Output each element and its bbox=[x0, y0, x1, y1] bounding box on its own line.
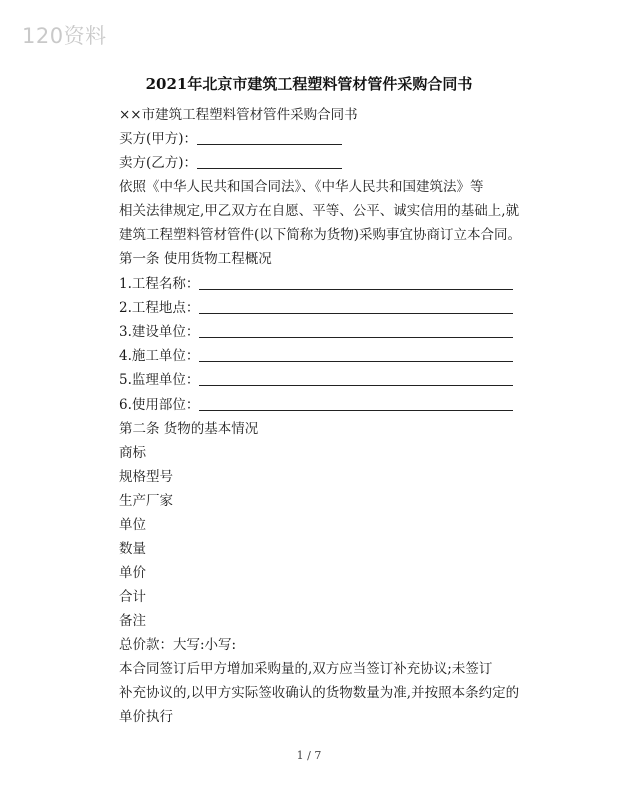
closing-line-2: 补充协议的,以甲方实际签收确认的货物数量为准,并按照本条约定的 bbox=[119, 685, 520, 701]
field-label: 1.工程名称： bbox=[119, 276, 200, 292]
watermark-logo: 120资料 bbox=[22, 24, 107, 48]
goods-item: 备注 bbox=[119, 613, 146, 629]
closing-line-1: 本合同签订后甲方增加采购量的,双方应当签订补充协议;未签订 bbox=[119, 661, 493, 677]
field-blank bbox=[199, 324, 513, 338]
field-builder-unit bbox=[119, 347, 513, 365]
goods-item: 数量 bbox=[119, 541, 146, 557]
field-label: 4.施工单位： bbox=[119, 348, 200, 364]
goods-item: 合计 bbox=[119, 589, 146, 605]
field-label: 3.建设单位： bbox=[119, 324, 200, 340]
field-blank bbox=[199, 372, 513, 386]
article2-heading: 第二条 货物的基本情况 bbox=[119, 421, 259, 437]
preamble-line-2: 相关法律规定,甲乙双方在自愿、平等、公平、诚实信用的基础上,就 bbox=[119, 203, 520, 219]
goods-item: 商标 bbox=[119, 445, 146, 461]
field-supervision-unit bbox=[119, 371, 513, 389]
field-project-location bbox=[119, 299, 513, 317]
goods-item: 生产厂家 bbox=[119, 493, 173, 509]
seller-blank bbox=[197, 155, 342, 169]
article1-heading: 第一条 使用货物工程概况 bbox=[119, 251, 272, 267]
buyer-blank bbox=[197, 131, 342, 145]
total-price: 总价款：大写:小写: bbox=[119, 637, 237, 653]
field-blank bbox=[199, 348, 513, 362]
field-project-name bbox=[119, 275, 513, 293]
closing-line-3: 单价执行 bbox=[119, 709, 173, 725]
field-blank bbox=[199, 300, 513, 314]
field-label: 2.工程地点： bbox=[119, 300, 200, 316]
field-label: 6.使用部位： bbox=[119, 397, 200, 413]
goods-item: 规格型号 bbox=[119, 469, 173, 485]
field-blank bbox=[199, 397, 513, 411]
buyer-label: 买方(甲方)： bbox=[119, 131, 198, 147]
field-construction-unit bbox=[119, 323, 513, 341]
goods-item: 单位 bbox=[119, 517, 146, 533]
page-number: 1 / 7 bbox=[296, 749, 322, 762]
preamble-line-3: 建筑工程塑料管材管件(以下简称为货物)采购事宜协商订立本合同。 bbox=[119, 227, 522, 243]
document-title: 2021年北京市建筑工程塑料管材管件采购合同书 bbox=[145, 75, 473, 93]
field-blank bbox=[199, 276, 513, 290]
field-label: 5.监理单位： bbox=[119, 372, 200, 388]
buyer-line bbox=[119, 130, 342, 148]
seller-line bbox=[119, 154, 342, 172]
goods-item: 单价 bbox=[119, 565, 146, 581]
contract-subtitle: ××市建筑工程塑料管材管件采购合同书 bbox=[119, 107, 358, 123]
preamble-line-1: 依照《中华人民共和国合同法》、《中华人民共和国建筑法》等 bbox=[119, 179, 484, 195]
field-usage-location bbox=[119, 396, 513, 414]
seller-label: 卖方(乙方)： bbox=[119, 155, 198, 171]
